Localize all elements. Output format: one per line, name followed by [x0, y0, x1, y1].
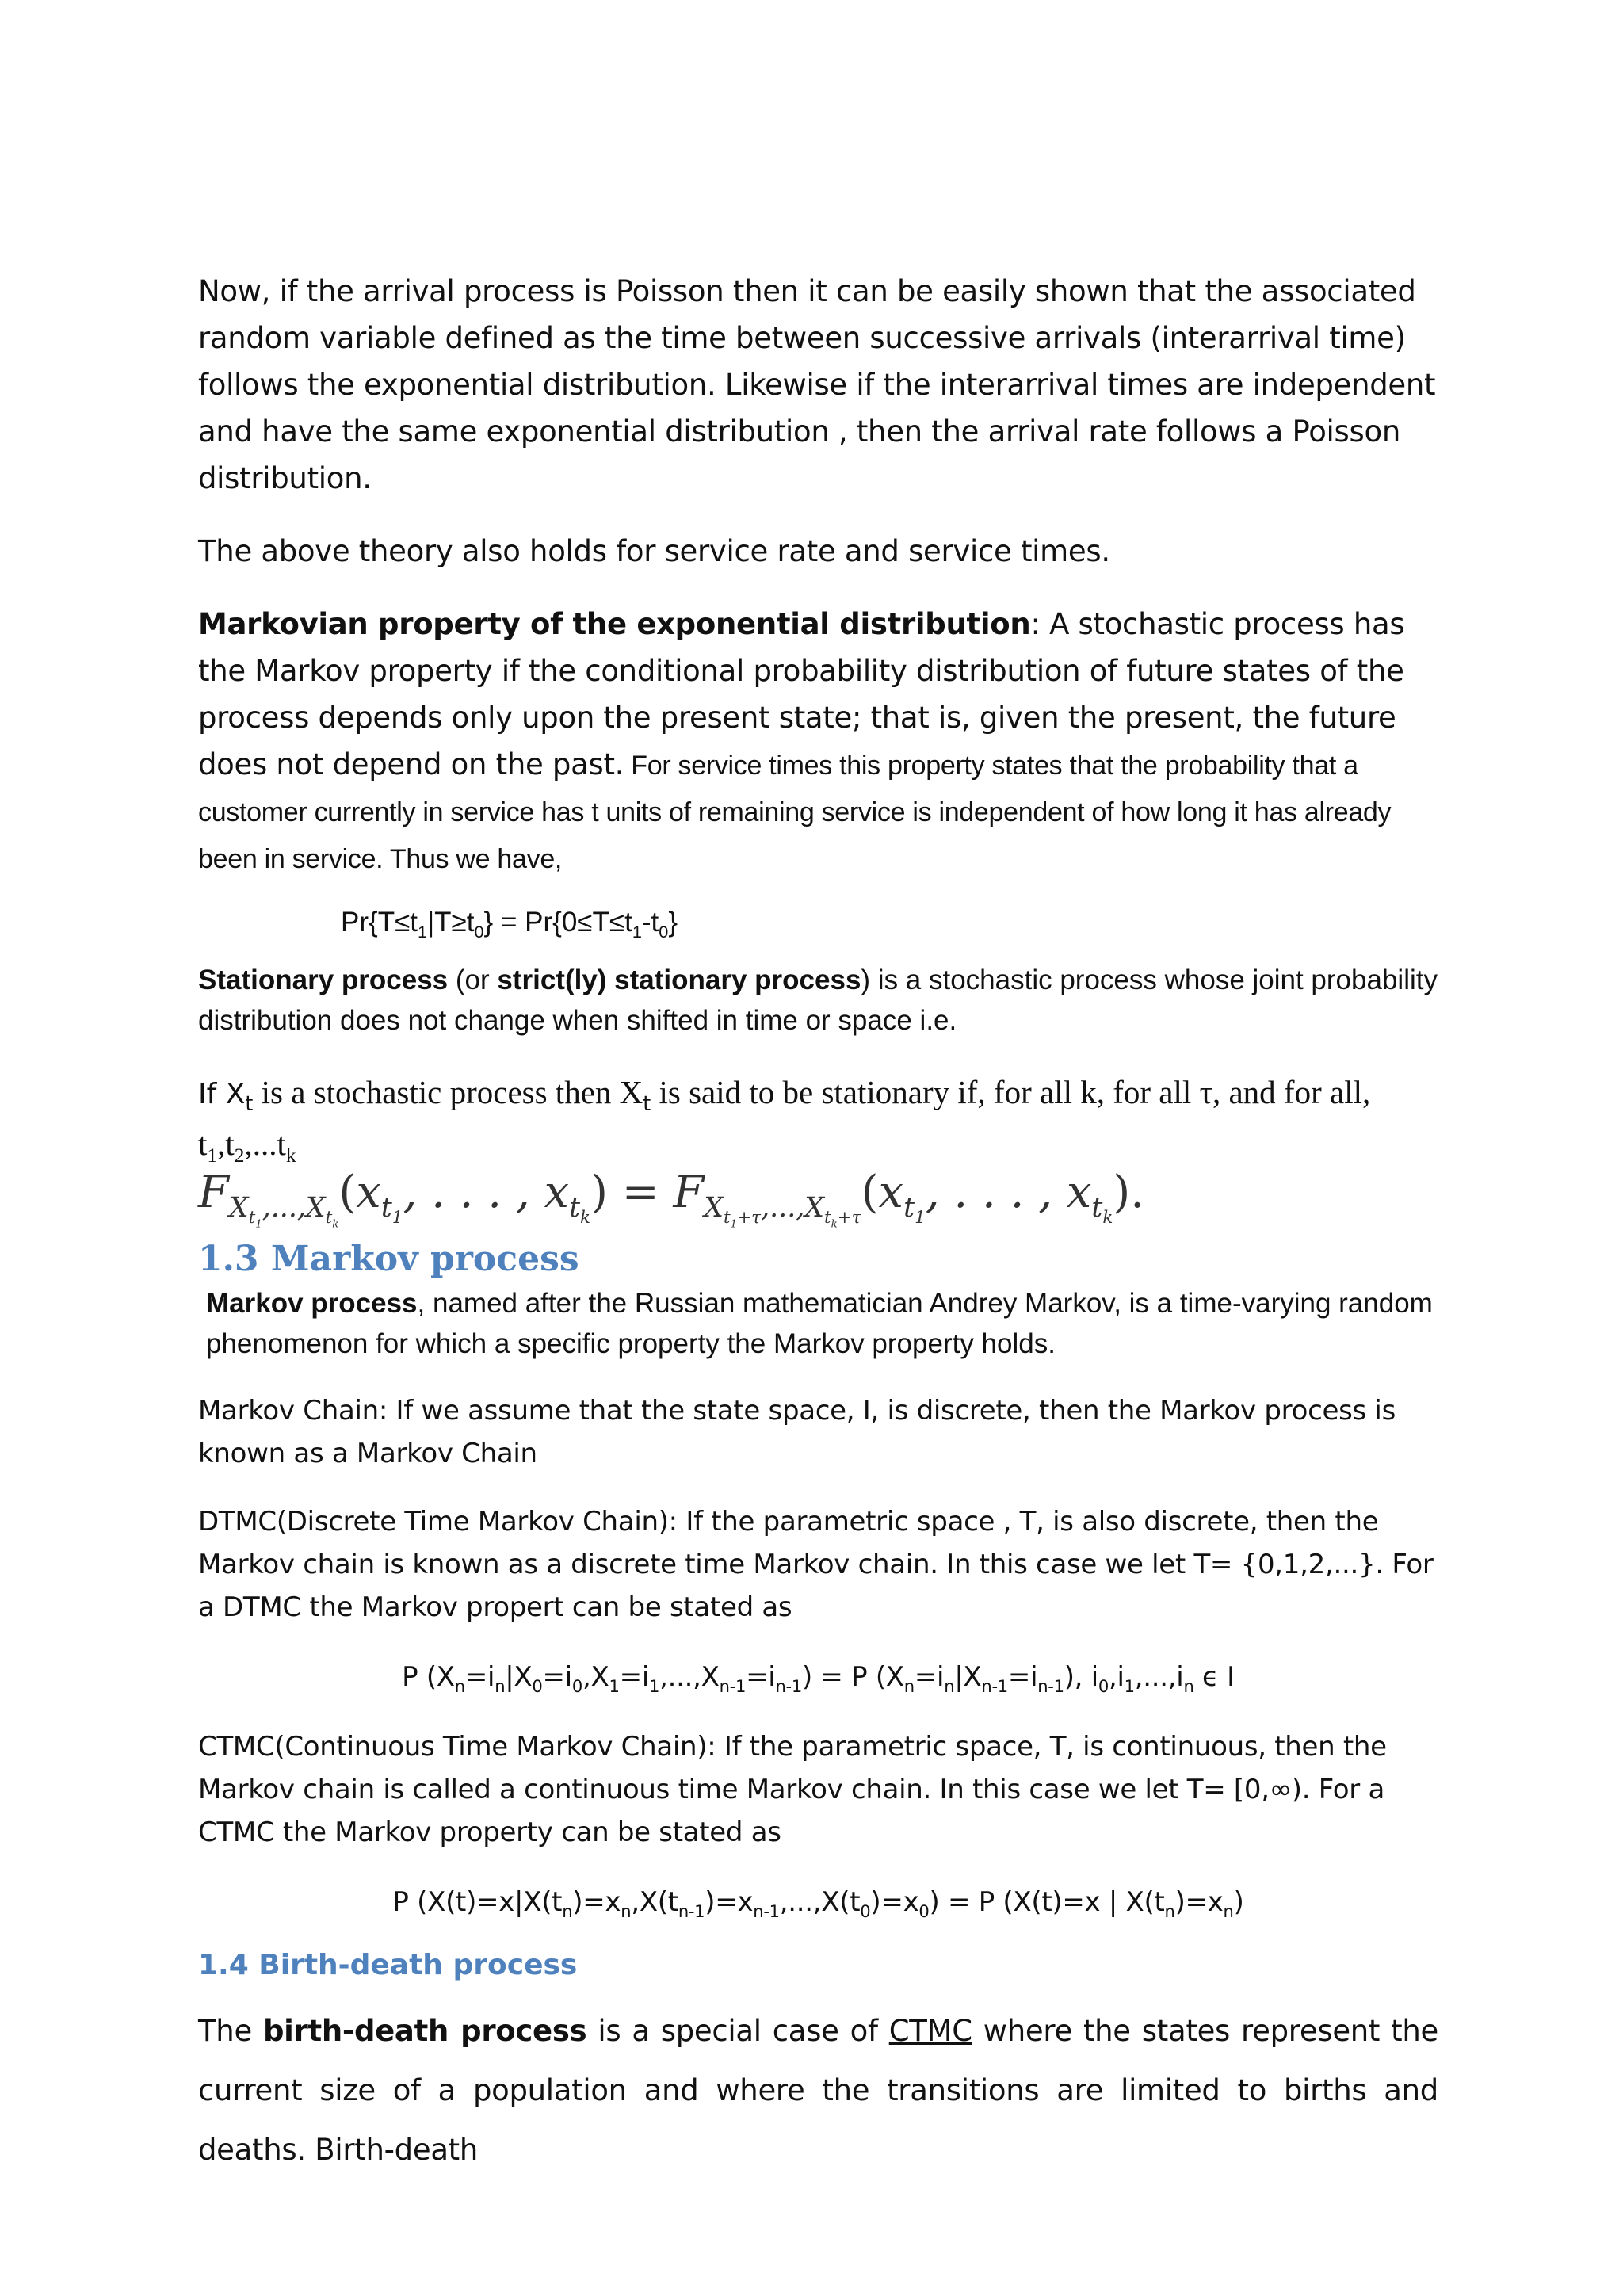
formula-ctmc: P $(X(t)=x|X(t_n)=x_n,X(t_{n-1})=x_{n-1},...,X(t_0)=x_0) = P$ (X(t)=x | $X(t_n)=x_n$)	[392, 1886, 1244, 1922]
paragraph-poisson: Now, if the arrival process is Poisson then it can be easily shown that the associated random variable defined as the time between successive arrivals (interarrival time) follows the exponential distribution. Likewise if the interarrival times are independent and have the same exponential distribution , then the arrival rate follows a Poisson distribution.	[198, 274, 1436, 495]
term-markov-process: Markov process	[206, 1288, 418, 1320]
term-birth-death-process: birth-death process	[262, 2014, 587, 2049]
term-strict-stationary: strict(ly) stationary process	[497, 965, 861, 995]
heading-birth-death: 1.4 Birth-death process	[198, 1949, 578, 1982]
formula-stationary-cdf: $F_{X_{t_1},...,X_{t_k}}(x_{t_1}$, . . . , $x_{t_k}) = F_{X_{t_1+\tau},...,X_{t_k+\tau}}(x_{t_1}$, . . . , $x_{t_k}$).	[198, 1167, 1145, 1231]
paragraph-markov-chain: Markov Chain: If we assume that the state space, I, is discrete, then the Markov process is known as a Markov Chain	[198, 1395, 1396, 1470]
paragraph-ctmc: CTMC(Continuous Time Markov Chain): If the parametric space, T, is continuous, then the Markov chain is called a continuous time Markov chain. In this case we let T= [0,∞). For a CTMC the Markov property can be stated as	[198, 1731, 1387, 1849]
paragraph-service-theory: The above theory also holds for service rate and service times.	[198, 534, 1110, 568]
paragraph-stationary-condition: If $X_t$ is a stochastic process then $X_t$ is said to be stationary if, for all k, for all τ, and for all, $t_1,t_2,...t_k$	[198, 1074, 1371, 1167]
heading-markov-process: 1.3 Markov process	[198, 1239, 579, 1280]
paragraph-stationary-process: Stationary process (or strict(ly) stationary process) is a stochastic process whose joint probability distribution does not change when shifted in time or space i.e.	[198, 965, 1438, 1036]
term-stationary-process: Stationary process	[198, 965, 449, 995]
paragraph-markov-process: Markov process, named after the Russian mathematician Andrey Markov, is a time-varying random phenomenon for which a specific property the Markov property holds.	[206, 1288, 1433, 1360]
formula-memoryless: $Pr\{T\le t_1|T\ge t_0\} = Pr\{0\le T\le t_1-t_0\}$	[341, 907, 678, 942]
formula-dtmc: P $(X_n=i_n|X_0=i_0,X_1=i_1,...,X_{n-1}=i_{n-1}) = P$ $(X_n=i_n|X_{n-1}=i_{n-1})$, $i_0,i_1,...,i_n$ ϵ I	[402, 1661, 1235, 1697]
page-content	[198, 268, 1438, 2179]
paragraph-birth-death: The birth-death process is a special case of CTMC where the states represent the current size of a population and where the transitions are limited to births and deaths. Birth-death	[198, 2014, 1438, 2168]
term-markovian-property: Markovian property of the exponential distribution	[198, 607, 1031, 641]
paragraph-dtmc: DTMC(Discrete Time Markov Chain): If the parametric space , T, is also discrete, then the Markov chain is known as a discrete time Markov chain. In this case we let T= {0,1,2,...}. For a DTMC the Markov propert can be stated as	[198, 1506, 1434, 1624]
paragraph-markovian-property: Markovian property of the exponential distribution: A stochastic process has the Markov property if the conditional probability distribution of future states of the process depends only upon the present state; that is, given the present, the future does not depend on the past. For service times this property states that the probability that a customer currently in service has t units of remaining service is independent of how long it has already been in service. Thus we have,	[198, 607, 1405, 874]
link-ctmc[interactable]: CTMC	[888, 2014, 972, 2049]
